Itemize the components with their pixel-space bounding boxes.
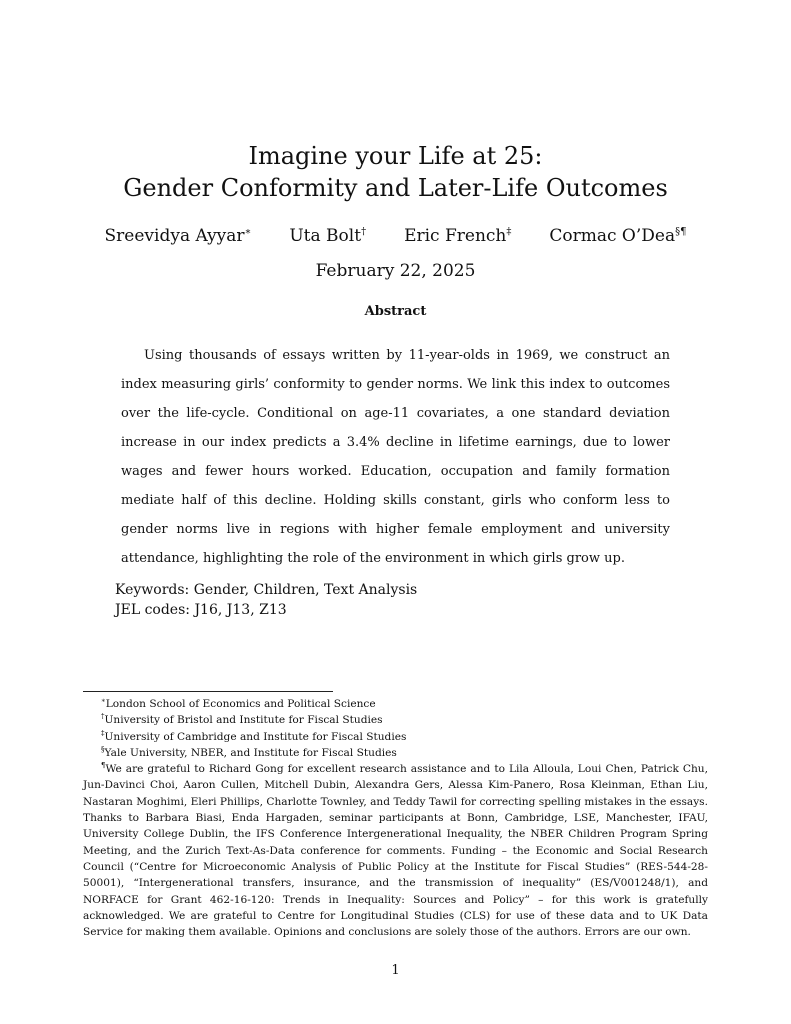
footnote-text: Yale University, NBER, and Institute for Fiscal Studies — [104, 746, 397, 759]
author-name: Eric French — [404, 226, 507, 246]
footnote-mark: § — [101, 745, 105, 754]
author-ayyar — [105, 226, 252, 246]
author-footnote-mark: ∗ — [244, 226, 252, 238]
footnote-affiliation — [83, 745, 708, 761]
footnote-text: University of Bristol and Institute for Fiscal Studies — [104, 714, 383, 727]
keywords-block — [115, 580, 417, 620]
paper-title-line-2: Gender Conformity and Later-Life Outcomes — [123, 174, 668, 202]
author-footnote-mark: §¶ — [675, 226, 687, 238]
author-name: Cormac O’Dea — [549, 226, 676, 246]
author-name: Sreevidya Ayyar — [104, 226, 245, 246]
footnote-affiliation — [83, 712, 708, 728]
author-name: Uta Bolt — [289, 226, 362, 246]
abstract-heading: Abstract — [364, 304, 427, 319]
footnote-divider — [83, 691, 333, 692]
publication-date: February 22, 2025 — [315, 261, 476, 281]
footnotes — [83, 696, 708, 940]
footnote-mark: ‡ — [101, 729, 105, 738]
author-french — [404, 226, 511, 246]
page-number: 1 — [391, 963, 400, 978]
paper-title-line-1: Imagine your Life at 25: — [248, 142, 543, 170]
footnote-text: University of Cambridge and Institute for Fiscal Studies — [104, 730, 407, 743]
footnote-text: London School of Economics and Political Science — [105, 698, 376, 710]
footnote-affiliation — [83, 729, 708, 745]
footnote-mark: ∗ — [101, 696, 106, 705]
footnote-acknowledgement — [83, 761, 708, 940]
footnote-affiliation — [83, 696, 708, 712]
author-bolt — [289, 226, 366, 246]
jel-codes: JEL codes: J16, J13, Z13 — [115, 602, 287, 618]
keywords: Keywords: Gender, Children, Text Analysis — [115, 582, 418, 598]
author-footnote-mark: † — [361, 226, 367, 238]
footnote-mark: † — [101, 712, 105, 721]
author-odea — [549, 226, 686, 246]
abstract-text: Using thousands of essays written by 11-year-olds in 1969, we construct an index measuring girls’ conformity to gender norms. We link this index to outcomes over the life-cycle. Conditional on age-11 covariates, a one standard deviation increase in our index predicts a 3.4% decline in lifetime earnings, due to lower wages and fewer hours worked. Education, occupation and family formation mediate half of this decline. Holding skills constant, girls who conform less to gender norms live in regions with higher female employment and university attendance, highlighting the role of the environment in which girls grow up. — [121, 348, 670, 566]
footnote-mark: ¶ — [101, 761, 106, 770]
author-footnote-mark: ‡ — [506, 226, 512, 238]
footnote-text: We are grateful to Richard Gong for excellent research assistance and to Lila Alloula, Loui Chen, Patrick Chu, Jun-Davinci Choi, Aaron Cullen, Mitchell Dubin, Alexandra Gers, Alessa Kim-Panero, Rosa Kleinman, Ethan Liu, Nastaran Moghimi, Eleri Phillips, Charlotte Townley, and Teddy Tawil for correcting spelling mistakes in the essays. Thanks to Barbara Biasi, Enda Hargaden, seminar participants at Bonn, Cambridge, LSE, Manchester, IFAU, University College Dublin, the IFS Conference Intergenerational Inequality, the NBER Children Program Spring Meeting, and the Zurich Text-As-Data conference for comments. Funding – the Economic and Social Research Council (“Centre for Microeconomic Analysis of Public Policy at the Institute for Fiscal Studies” (RES-544-28-50001), “Intergenerational transfers, insurance, and the transmission of inequality” (ES/V001248/1), and NORFACE for Grant 462-16-120: Trends in Inequality: Sources and Policy” – for this work is gratefully acknowledged. We are grateful to Centre for Longitudinal Studies (CLS) for use of these data and to UK Data Service for making them available. Opinions and conclusions are solely those of the authors. Errors are our own. — [83, 763, 708, 939]
author-list — [0, 226, 791, 246]
